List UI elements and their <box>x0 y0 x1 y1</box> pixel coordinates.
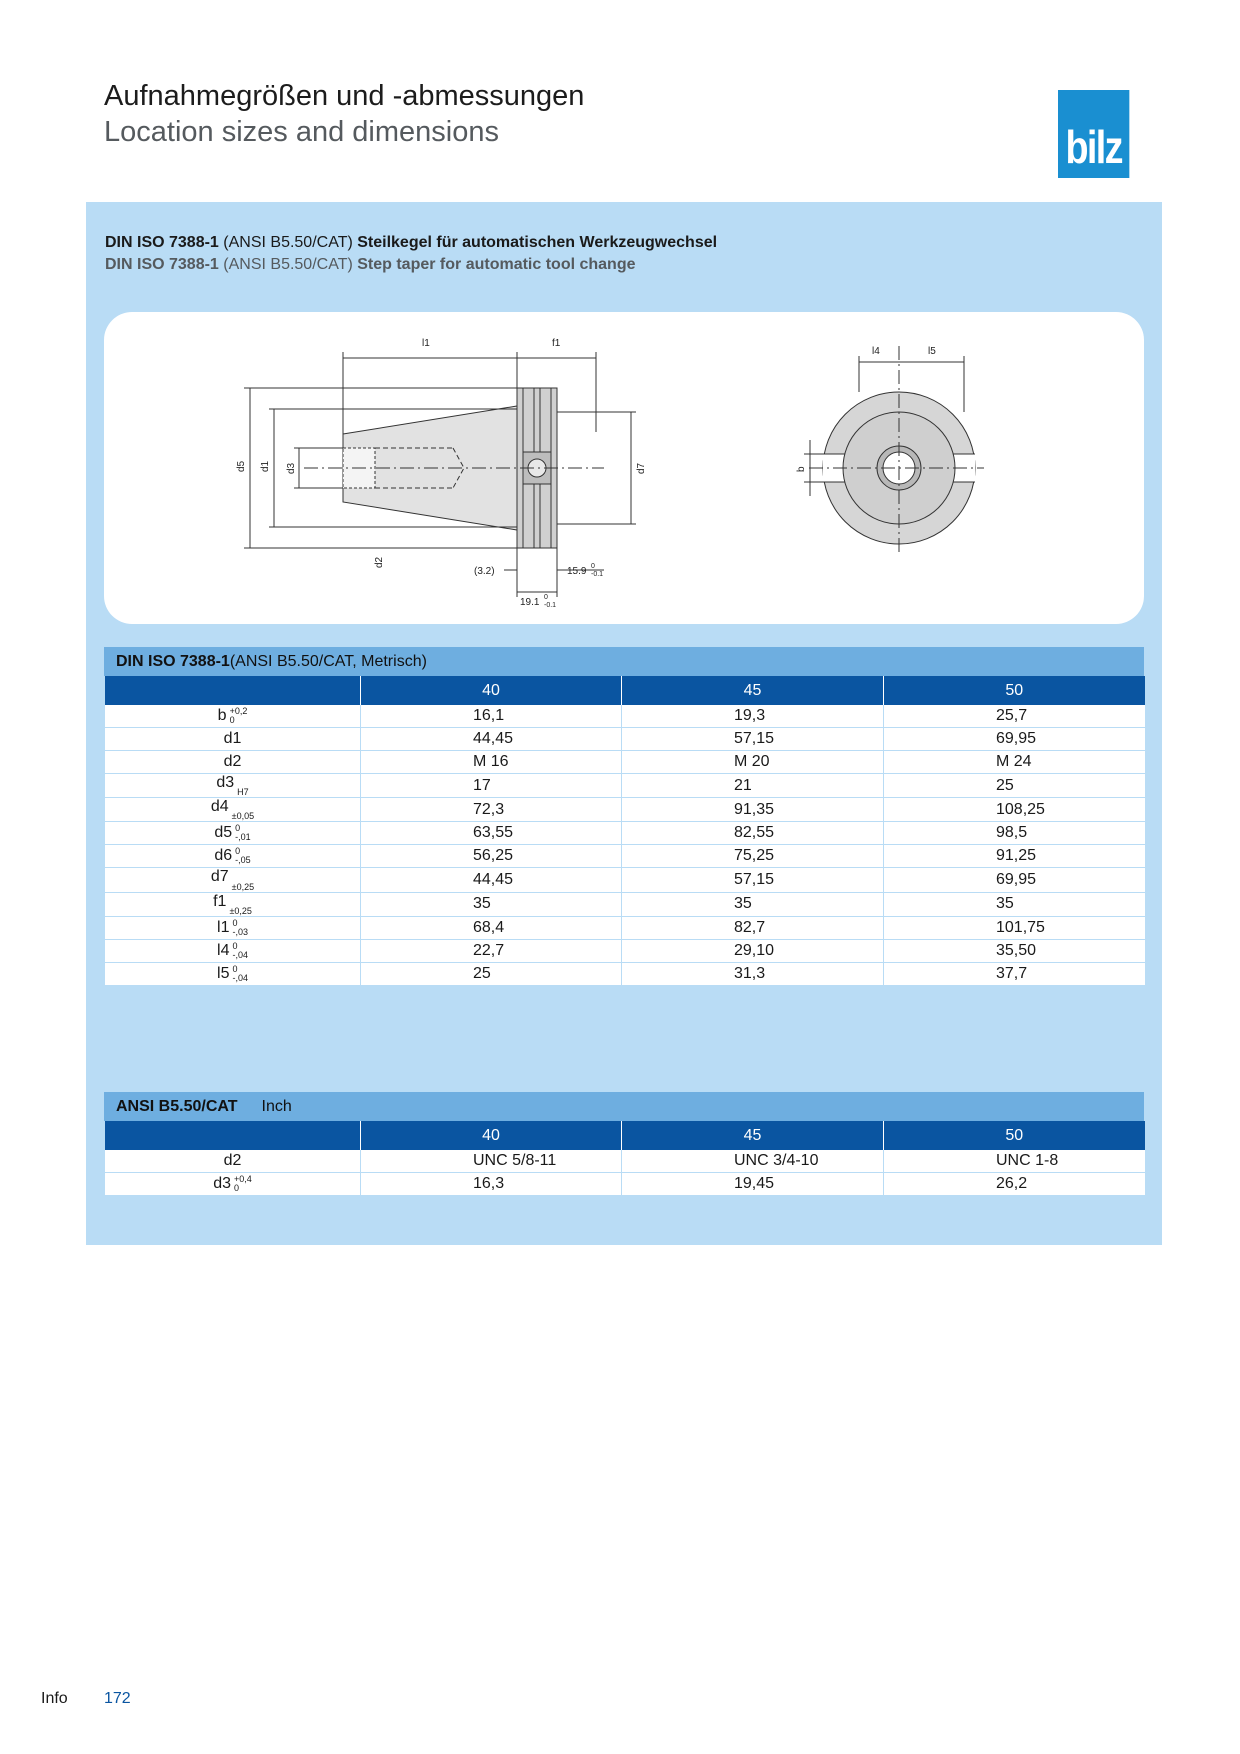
tolerance-upper: 0 <box>235 846 241 857</box>
tolerance-lower: -,03 <box>232 926 248 937</box>
tolerance-lower: 0 <box>229 714 235 725</box>
table-cell: M 24 <box>884 751 1145 774</box>
tolerance-lower: -,04 <box>232 972 248 983</box>
label-d3: d3 <box>286 462 297 474</box>
table-row <box>105 798 1145 822</box>
label-f159: 15.9 <box>567 566 587 577</box>
table-row <box>105 1150 1145 1173</box>
dimension-symbol: d2 <box>223 752 242 770</box>
tolerance <box>235 824 251 842</box>
table-row <box>105 845 1145 868</box>
footer-section: Info <box>41 1690 68 1707</box>
tolerance-upper: +0,2 <box>229 705 248 716</box>
table-cell: 21 <box>622 774 884 798</box>
table-cell: 82,7 <box>622 916 884 939</box>
tolerance-lower: 0 <box>234 1182 240 1193</box>
table-cell: M 20 <box>622 751 884 774</box>
dimension-symbol: l5 <box>217 964 230 982</box>
table-cell: 35 <box>884 892 1145 916</box>
table-row <box>105 962 1145 985</box>
table-cell: 35 <box>622 892 884 916</box>
dimension-symbol: d5 <box>214 824 233 842</box>
tolerance <box>234 1175 252 1193</box>
label-gap: (3.2) <box>474 566 495 577</box>
tolerance-lower: -,01 <box>235 832 251 843</box>
table-cell: UNC 5/8-11 <box>361 1150 622 1173</box>
metric-header-row <box>105 676 1145 705</box>
dimension-symbol: d6 <box>214 847 233 865</box>
row-label <box>105 774 361 798</box>
table-row <box>105 774 1145 798</box>
table-row <box>105 728 1145 751</box>
dimension-symbol: d4 <box>210 798 229 816</box>
tolerance-lower: -,05 <box>235 855 251 866</box>
technical-drawing <box>104 312 1144 624</box>
dimension-symbol: d1 <box>223 729 242 747</box>
label-d7: d7 <box>636 462 647 474</box>
label-f159-tol-up: 0 <box>591 563 595 570</box>
table-row <box>105 1173 1145 1196</box>
tolerance <box>229 907 251 916</box>
dimension-symbol: d3 <box>213 1174 231 1192</box>
label-f191: 19.1 <box>520 597 540 608</box>
table-cell: 75,25 <box>622 845 884 868</box>
tolerance <box>230 707 248 725</box>
row-label <box>105 751 361 774</box>
tolerance <box>232 919 248 937</box>
dimension-symbol: l4 <box>217 941 230 959</box>
row-label <box>105 728 361 751</box>
tolerance-upper: +0,4 <box>234 1173 252 1184</box>
standard-heading-de <box>105 234 717 252</box>
table-cell: 25 <box>884 774 1145 798</box>
bilz-logo: bilz <box>1058 90 1129 178</box>
label-l4: l4 <box>872 346 880 357</box>
row-label <box>105 892 361 916</box>
table-row <box>105 916 1145 939</box>
label-f191-tol-dn: -0.1 <box>544 602 557 609</box>
standard-code: DIN ISO 7388-1 <box>105 234 219 251</box>
table-cell: M 16 <box>361 751 622 774</box>
tolerance-upper: 0 <box>232 917 238 928</box>
metric-col-45: 45 <box>622 676 884 705</box>
table-cell: 63,55 <box>361 822 622 845</box>
row-label <box>105 845 361 868</box>
row-label <box>105 798 361 822</box>
tolerance-lower: ±0,25 <box>231 881 255 892</box>
label-d5: d5 <box>236 460 247 472</box>
table-row <box>105 868 1145 892</box>
label-l1: l1 <box>422 338 430 349</box>
table-cell: 56,25 <box>361 845 622 868</box>
tolerance-upper: 0 <box>232 963 238 974</box>
tolerance-lower: -,04 <box>232 949 248 960</box>
dimension-symbol: f1 <box>213 892 227 910</box>
dimension-symbol: d3 <box>216 774 235 791</box>
tolerance-upper: 0 <box>232 940 238 951</box>
table-cell: 91,35 <box>622 798 884 822</box>
standard-ansi: (ANSI B5.50/CAT) <box>218 234 358 251</box>
table-row <box>105 751 1145 774</box>
row-label <box>105 962 361 985</box>
inch-col-50: 50 <box>884 1121 1145 1150</box>
standard-heading-en <box>105 256 636 274</box>
table-cell: 25 <box>361 962 622 985</box>
standard-desc-en: Step taper for automatic tool change <box>357 256 636 273</box>
table-cell: 31,3 <box>622 962 884 985</box>
table-cell: 17 <box>361 774 622 798</box>
row-label <box>105 939 361 962</box>
metric-col-40: 40 <box>361 676 622 705</box>
table-cell: 91,25 <box>884 845 1145 868</box>
table-cell: 72,3 <box>361 798 622 822</box>
table-cell: 57,15 <box>622 728 884 751</box>
table-cell: 68,4 <box>361 916 622 939</box>
table-cell: 69,95 <box>884 868 1145 892</box>
metric-title-rest: (ANSI B5.50/CAT, Metrisch) <box>229 652 427 670</box>
inch-table <box>104 1121 1145 1196</box>
inch-col-40: 40 <box>361 1121 622 1150</box>
table-row <box>105 705 1145 728</box>
page-title-en: Location sizes and dimensions <box>104 116 499 148</box>
table-cell: 82,55 <box>622 822 884 845</box>
table-cell: 98,5 <box>884 822 1145 845</box>
row-label <box>105 1173 361 1196</box>
row-label <box>105 705 361 728</box>
label-b: b <box>796 466 807 472</box>
label-f1: f1 <box>552 338 561 349</box>
table-row <box>105 939 1145 962</box>
label-d2: d2 <box>374 556 385 568</box>
table-cell: 35,50 <box>884 939 1145 962</box>
page-number: 172 <box>104 1690 131 1707</box>
table-cell: 29,10 <box>622 939 884 962</box>
table-cell: 44,45 <box>361 728 622 751</box>
tolerance <box>232 812 254 821</box>
front-view <box>804 346 984 552</box>
table-cell: 57,15 <box>622 868 884 892</box>
row-label <box>105 868 361 892</box>
tolerance <box>232 883 254 892</box>
table-cell: 22,7 <box>361 939 622 962</box>
label-f191-tol-up: 0 <box>544 594 548 601</box>
table-cell: 16,3 <box>361 1173 622 1196</box>
table-cell: 16,1 <box>361 705 622 728</box>
label-f159-tol-dn: -0.1 <box>591 571 604 578</box>
inch-table-title <box>104 1092 1144 1121</box>
tolerance <box>237 788 249 797</box>
metric-col-50: 50 <box>884 676 1145 705</box>
metric-header-blank <box>105 676 361 705</box>
table-cell: 35 <box>361 892 622 916</box>
tolerance-lower: ±0,25 <box>229 905 252 916</box>
dimension-symbol: l1 <box>217 918 230 936</box>
table-cell: 69,95 <box>884 728 1145 751</box>
inch-header-blank <box>105 1121 361 1150</box>
table-row <box>105 822 1145 845</box>
label-d1: d1 <box>260 460 271 472</box>
tolerance <box>232 942 248 960</box>
table-cell: 108,25 <box>884 798 1145 822</box>
standard-code-en: DIN ISO 7388-1 <box>105 256 219 273</box>
tolerance-lower: H7 <box>237 787 249 798</box>
dimension-symbol: b <box>217 706 227 724</box>
tolerance-lower: ±0,05 <box>231 811 255 822</box>
tolerance-upper: 0 <box>235 823 241 834</box>
dimension-symbol: d7 <box>210 868 229 886</box>
table-cell: UNC 3/4-10 <box>622 1150 884 1173</box>
table-cell: 37,7 <box>884 962 1145 985</box>
inch-header-row <box>105 1121 1145 1150</box>
dimension-symbol: d2 <box>223 1151 242 1169</box>
tolerance <box>232 965 248 983</box>
standard-desc-de: Steilkegel für automatischen Werkzeugwechsel <box>357 234 718 251</box>
side-view <box>244 352 636 597</box>
label-l5: l5 <box>928 346 936 357</box>
table-cell: UNC 1-8 <box>884 1150 1145 1173</box>
table-row <box>105 892 1145 916</box>
row-label <box>105 916 361 939</box>
table-cell: 44,45 <box>361 868 622 892</box>
inch-title-rest: Inch <box>261 1097 292 1115</box>
standard-ansi-en: (ANSI B5.50/CAT) <box>218 256 358 273</box>
metric-table-title <box>104 647 1144 676</box>
inch-title-bold: ANSI B5.50/CAT <box>116 1097 238 1115</box>
metric-table <box>104 676 1145 986</box>
table-cell: 19,3 <box>622 705 884 728</box>
table-cell: 25,7 <box>884 705 1145 728</box>
metric-title-bold: DIN ISO 7388-1 <box>116 652 230 670</box>
tolerance <box>235 847 251 865</box>
table-cell: 26,2 <box>884 1173 1145 1196</box>
row-label <box>105 1150 361 1173</box>
inch-col-45: 45 <box>622 1121 884 1150</box>
row-label <box>105 822 361 845</box>
table-cell: 19,45 <box>622 1173 884 1196</box>
page-title-de: Aufnahmegrößen und -abmessungen <box>104 80 585 112</box>
table-cell: 101,75 <box>884 916 1145 939</box>
